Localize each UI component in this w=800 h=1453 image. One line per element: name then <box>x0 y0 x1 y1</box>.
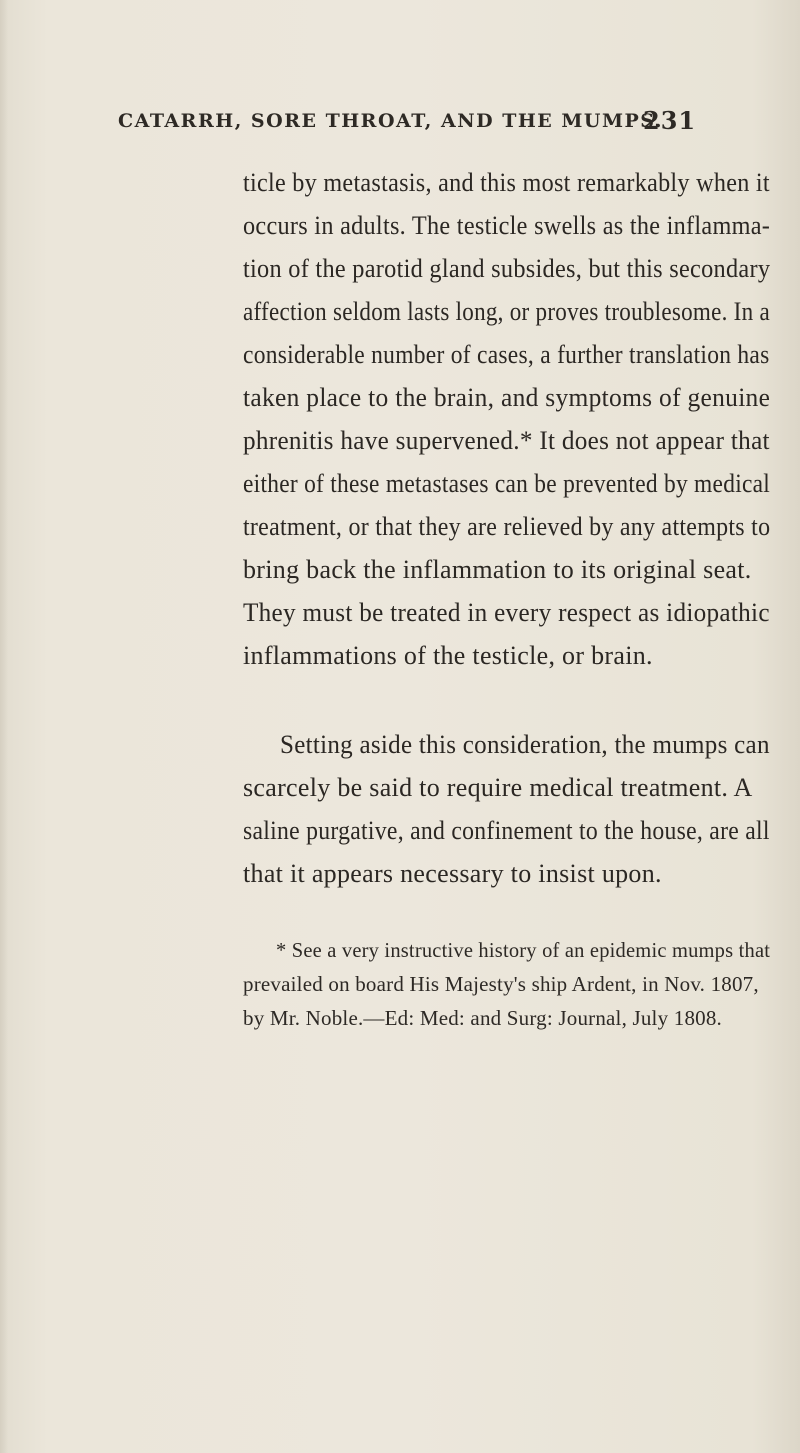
text-line: either of these metastases can be prevented by medical <box>243 469 771 498</box>
running-head <box>118 106 718 135</box>
text-line: Setting aside this consideration, the mumps can <box>280 730 770 759</box>
text-line: affection seldom lasts long, or proves troublesome. In a <box>243 297 770 326</box>
text-line: They must be treated in every respect as idiopathic <box>243 598 770 627</box>
text-line: bring back the inflammation to its original seat. <box>243 555 752 584</box>
footnote-line: by Mr. Noble.—Ed: Med: and Surg: Journal, July 1808. <box>243 1006 722 1030</box>
text-line: saline purgative, and confinement to the house, are all <box>243 816 770 845</box>
page-number: 231 <box>643 106 697 135</box>
text-line: phrenitis have supervened.* It does not appear that <box>243 426 770 455</box>
text-line: ticle by metastasis, and this most remarkably when it <box>243 168 770 197</box>
text-line: tion of the parotid gland subsides, but this secondary <box>243 254 771 283</box>
footnote-line: prevailed on board His Majesty's ship Ardent, in Nov. 1807, <box>243 972 759 996</box>
text-line: considerable number of cases, a further translation has <box>243 340 770 369</box>
text-line: treatment, or that they are relieved by any attempts to <box>243 512 771 541</box>
text-line: taken place to the brain, and symptoms of genuine <box>243 383 771 412</box>
text-line: occurs in adults. The testicle swells as the inflamma- <box>243 211 771 240</box>
footnote-line: * See a very instructive history of an epidemic mumps that <box>276 938 771 962</box>
running-title: CATARRH, SORE THROAT, AND THE MUMPS. <box>118 110 663 132</box>
page-left-shadow <box>0 0 8 1453</box>
text-line: that it appears necessary to insist upon. <box>243 859 662 888</box>
text-line: inflammations of the testicle, or brain. <box>243 641 653 670</box>
text-line: scarcely be said to require medical treatment. A <box>243 773 753 802</box>
